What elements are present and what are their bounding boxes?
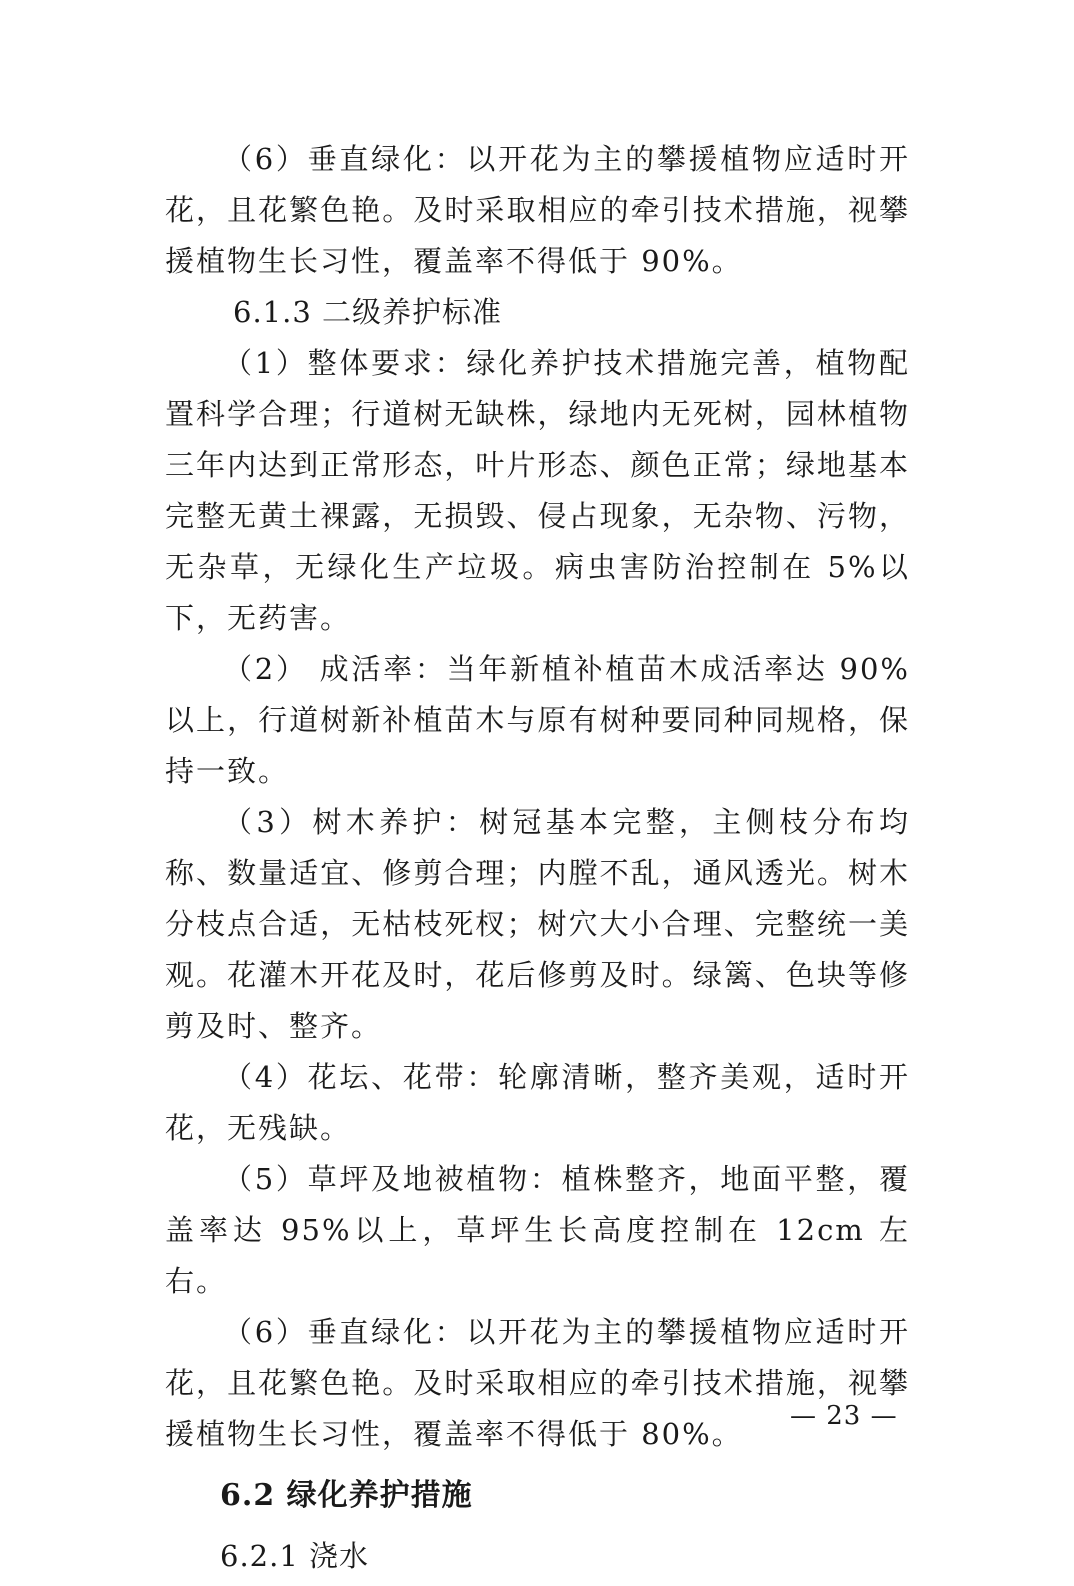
page-number: — 23 — <box>790 1401 898 1431</box>
paragraph-flower-beds: （4）花坛、花带：轮廓清晰，整齐美观，适时开花，无残缺。 <box>165 1060 910 1145</box>
paragraph-lawn: （5）草坪及地被植物：植株整齐，地面平整，覆盖率达 95%以上，草坪生长高度控制在 12cm 左右。 <box>165 1162 910 1298</box>
paragraph-tree-maintenance: （3）树木养护：树冠基本完整，主侧枝分布均称、数量适宜、修剪合理；内膛不乱，通风透光。树木分枝点合适，无枯枝死杈；树穴大小合理、完整统一美观。花灌木开花及时，花后修剪及时。绿篱、色块等修剪及时、整齐。 <box>165 805 910 1043</box>
body-text <box>165 134 910 1586</box>
paragraph-vertical-greening-level2: （6）垂直绿化：以开花为主的攀援植物应适时开花，且花繁色艳。及时采取相应的牵引技术措施，视攀援植物生长习性，覆盖率不得低于 80%。 <box>165 1315 910 1451</box>
section-heading-6-2: 6.2 绿化养护措施 <box>220 1478 473 1513</box>
paragraph-vertical-greening-level1: （6）垂直绿化：以开花为主的攀援植物应适时开花，且花繁色艳。及时采取相应的牵引技术措施，视攀援植物生长习性，覆盖率不得低于 90%。 <box>165 142 910 278</box>
paragraph-overall-requirements: （1）整体要求：绿化养护技术措施完善，植物配置科学合理；行道树无缺株，绿地内无死树，园林植物三年内达到正常形态，叶片形态、颜色正常；绿地基本完整无黄土裸露，无损毁、侵占现象，无杂物、污物，无杂草，无绿化生产垃圾。病虫害防治控制在 5%以下，无药害。 <box>165 346 910 635</box>
section-heading-6-2-1: 6.2.1 浇水 <box>220 1539 370 1573</box>
paragraph-survival-rate: （2） 成活率：当年新植补植苗木成活率达 90%以上，行道树新补植苗木与原有树种要同种同规格，保持一致。 <box>165 652 910 788</box>
section-heading-6-1-3: 6.1.3 二级养护标准 <box>233 295 503 329</box>
